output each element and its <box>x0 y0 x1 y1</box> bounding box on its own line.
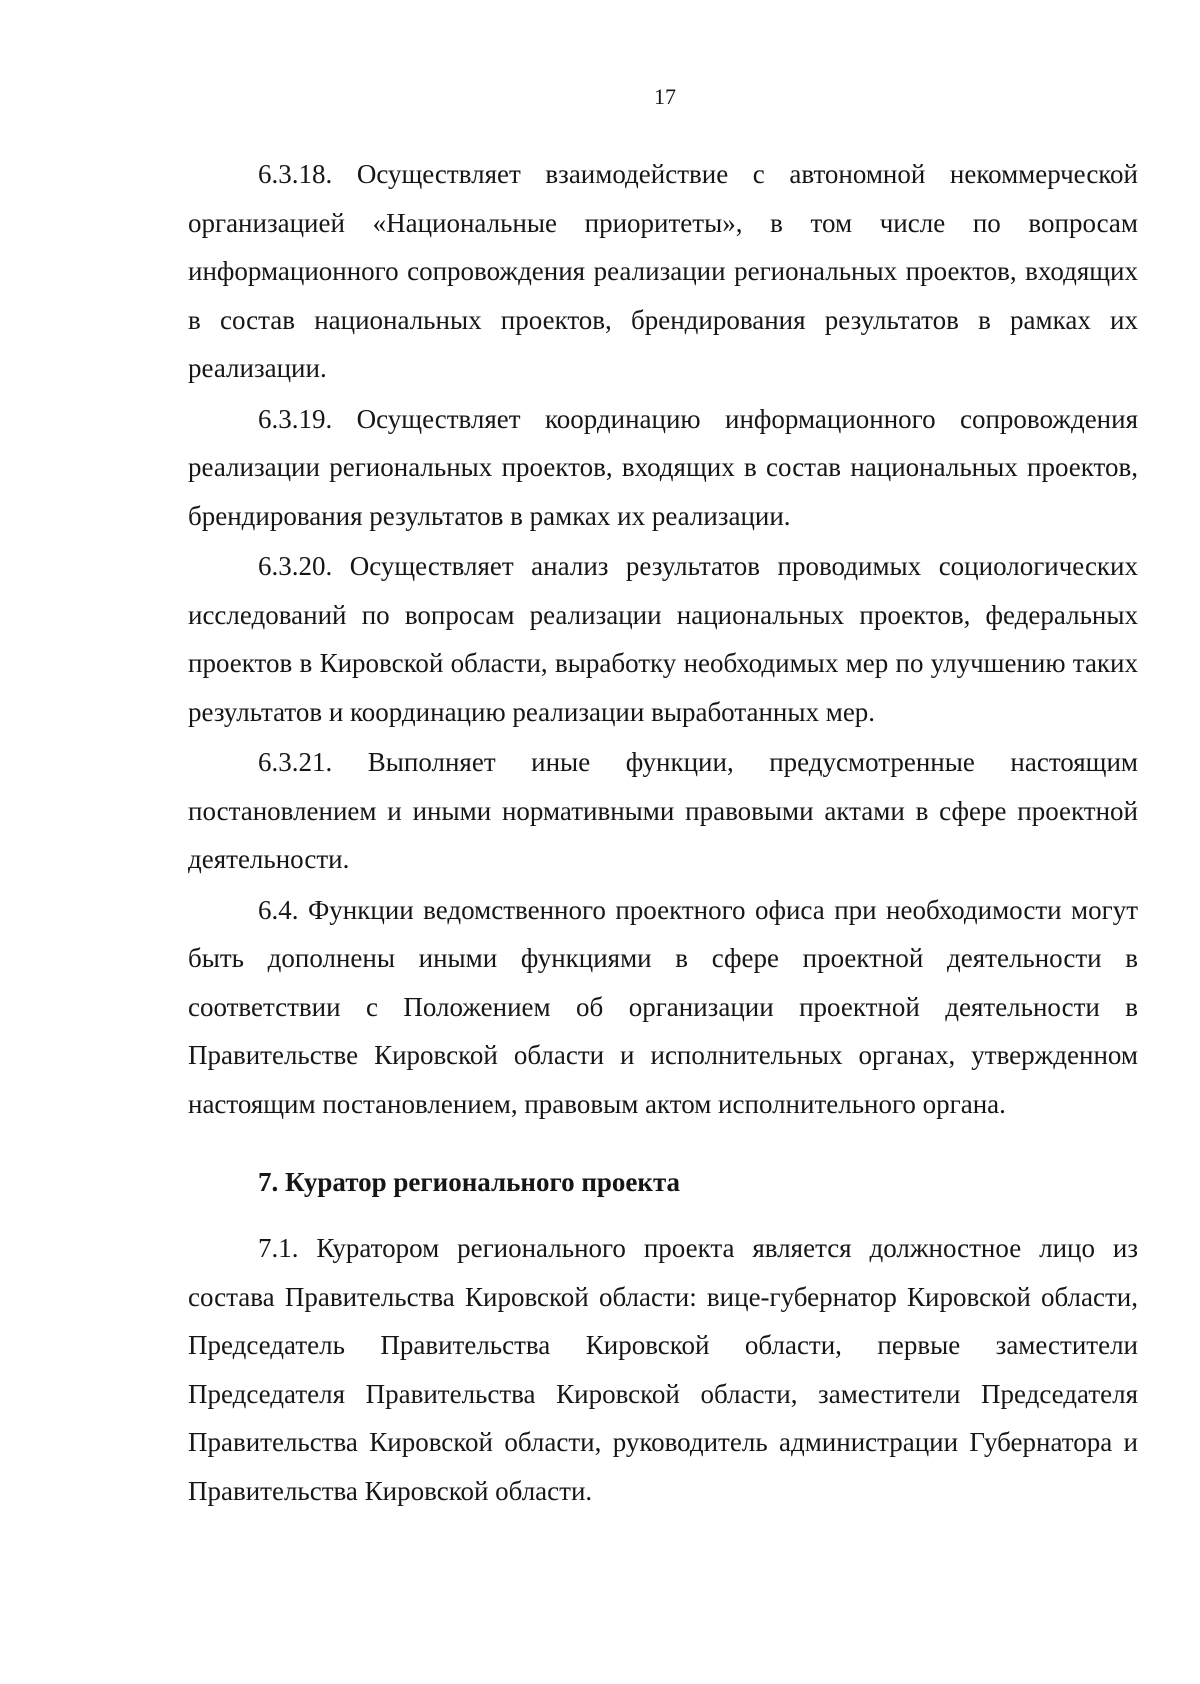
document-body <box>188 150 1138 1517</box>
page-number: 17 <box>654 84 676 109</box>
paragraph-7-1: 7.1. Куратором регионального проекта является должностное лицо из состава Правительства Кировской области: вице-губернатор Кировской области, Председатель Правительства Кировской области, первые заместители Председателя Правительства Кировской области, заместители Председателя Правительства Кировской области, руководитель администрации Губернатора и Правительства Кировской области. <box>188 1233 1138 1506</box>
paragraph-6-3-19: 6.3.19. Осуществляет координацию информационного сопровождения реализации региональных проектов, входящих в состав национальных проектов, брендирования результатов в рамках их реализации. <box>188 403 1138 531</box>
paragraph-6-3-18: 6.3.18. Осуществляет взаимодействие с автономной некоммерческой организацией «Национальные приоритеты», в том числе по вопросам информационного сопровождения реализации региональных проектов, входящих в состав национальных проектов, брендирования результатов в рамках их реализации. <box>188 159 1138 383</box>
paragraph-6-3-20: 6.3.20. Осуществляет анализ результатов проводимых социологических исследований по вопросам реализации национальных проектов, федеральных проектов в Кировской области, выработку необходимых мер по улучшению таких результатов и координацию реализации выработанных мер. <box>188 551 1138 727</box>
paragraph-6-3-21: 6.3.21. Выполняет иные функции, предусмотренные настоящим постановлением и иными нормативными правовыми актами в сфере проектной деятельности. <box>188 747 1138 874</box>
paragraph-6-4: 6.4. Функции ведомственного проектного офиса при необходимости могут быть дополнены иными функциями в сфере проектной деятельности в соответствии с Положением об организации проектной деятельности в Правительстве Кировской области и исполнительных органах, утвержденном настоящим постановлением, правовым актом исполнительного органа. <box>188 894 1138 1119</box>
section-heading-7: 7. Куратор регионального проекта <box>258 1167 681 1197</box>
